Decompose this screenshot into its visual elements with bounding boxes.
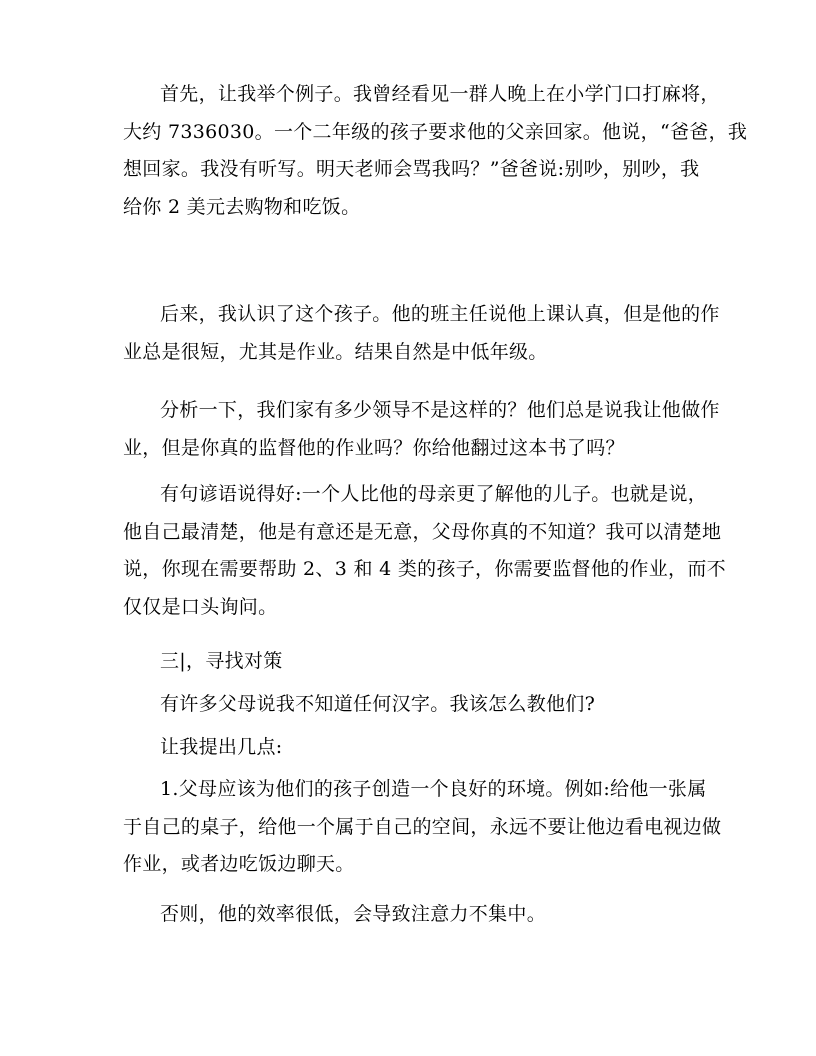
section-heading-text: 三|，寻找对策 — [160, 650, 283, 672]
paragraph-parents-question — [123, 686, 703, 724]
paragraph-line: 仅仅是口头询问。 — [123, 595, 278, 618]
paragraph-line: 否则，他的效率很低，会导致注意力不集中。 — [160, 903, 547, 925]
paragraph-proverb — [123, 476, 726, 626]
paragraph-line: 作业，或者边吃饭边聊天。 — [123, 853, 355, 875]
paragraph-line: 说，你现在需要帮助 2、3 和 4 类的孩子，你需要监督他的作业，而不 — [123, 558, 726, 580]
paragraph-point-one — [123, 771, 722, 884]
paragraph-line: 让我提出几点: — [160, 736, 283, 758]
paragraph-line: 分析一下，我们家有多少领导不是这样的？他们总是说我让他做作 — [160, 399, 720, 421]
paragraph-line: 1.父母应该为他们的孩子创造一个良好的环境。例如:给他一张属 — [160, 778, 707, 800]
paragraph-line: 给你 2 美元去购物和吃饭。 — [123, 195, 361, 218]
paragraph-line: 想回家。我没有听写。明天老师会骂我吗？”爸爸说:别吵，别吵，我 — [123, 158, 700, 180]
paragraph-analysis — [123, 392, 720, 467]
paragraph-teacher-comment — [123, 296, 720, 371]
paragraph-suggestions-intro — [123, 729, 703, 767]
paragraph-line: 有句谚语说得好:一个人比他的母亲更了解他的儿子。也就是说， — [160, 483, 708, 505]
paragraph-line: 后来，我认识了这个孩子。他的班主任说他上课认真，但是他的作 — [160, 303, 720, 325]
paragraph-line: 首先，让我举个例子。我曾经看见一群人晚上在小学门口打麻将， — [160, 83, 720, 105]
paragraph-line: 业，但是你真的监督他的作业吗？你给他翻过这本书了吗？ — [123, 436, 625, 459]
paragraph-line: 大约 7336030。一个二年级的孩子要求他的父亲回家。他说，“爸爸，我 — [123, 120, 748, 143]
paragraph-line: 他自己最清楚，他是有意还是无意，父母你真的不知道？我可以清楚地 — [123, 520, 722, 543]
paragraph-line: 有许多父母说我不知道任何汉字。我该怎么教他们? — [160, 693, 596, 715]
paragraph-line: 于自己的桌子，给他一个属于自己的空间，永远不要让他边看电视边做 — [123, 815, 722, 838]
paragraph-conclusion — [123, 896, 703, 934]
section-heading — [123, 643, 703, 681]
paragraph-example-story — [123, 76, 748, 226]
paragraph-line: 业总是很短，尤其是作业。结果自然是中低年级。 — [123, 340, 548, 363]
